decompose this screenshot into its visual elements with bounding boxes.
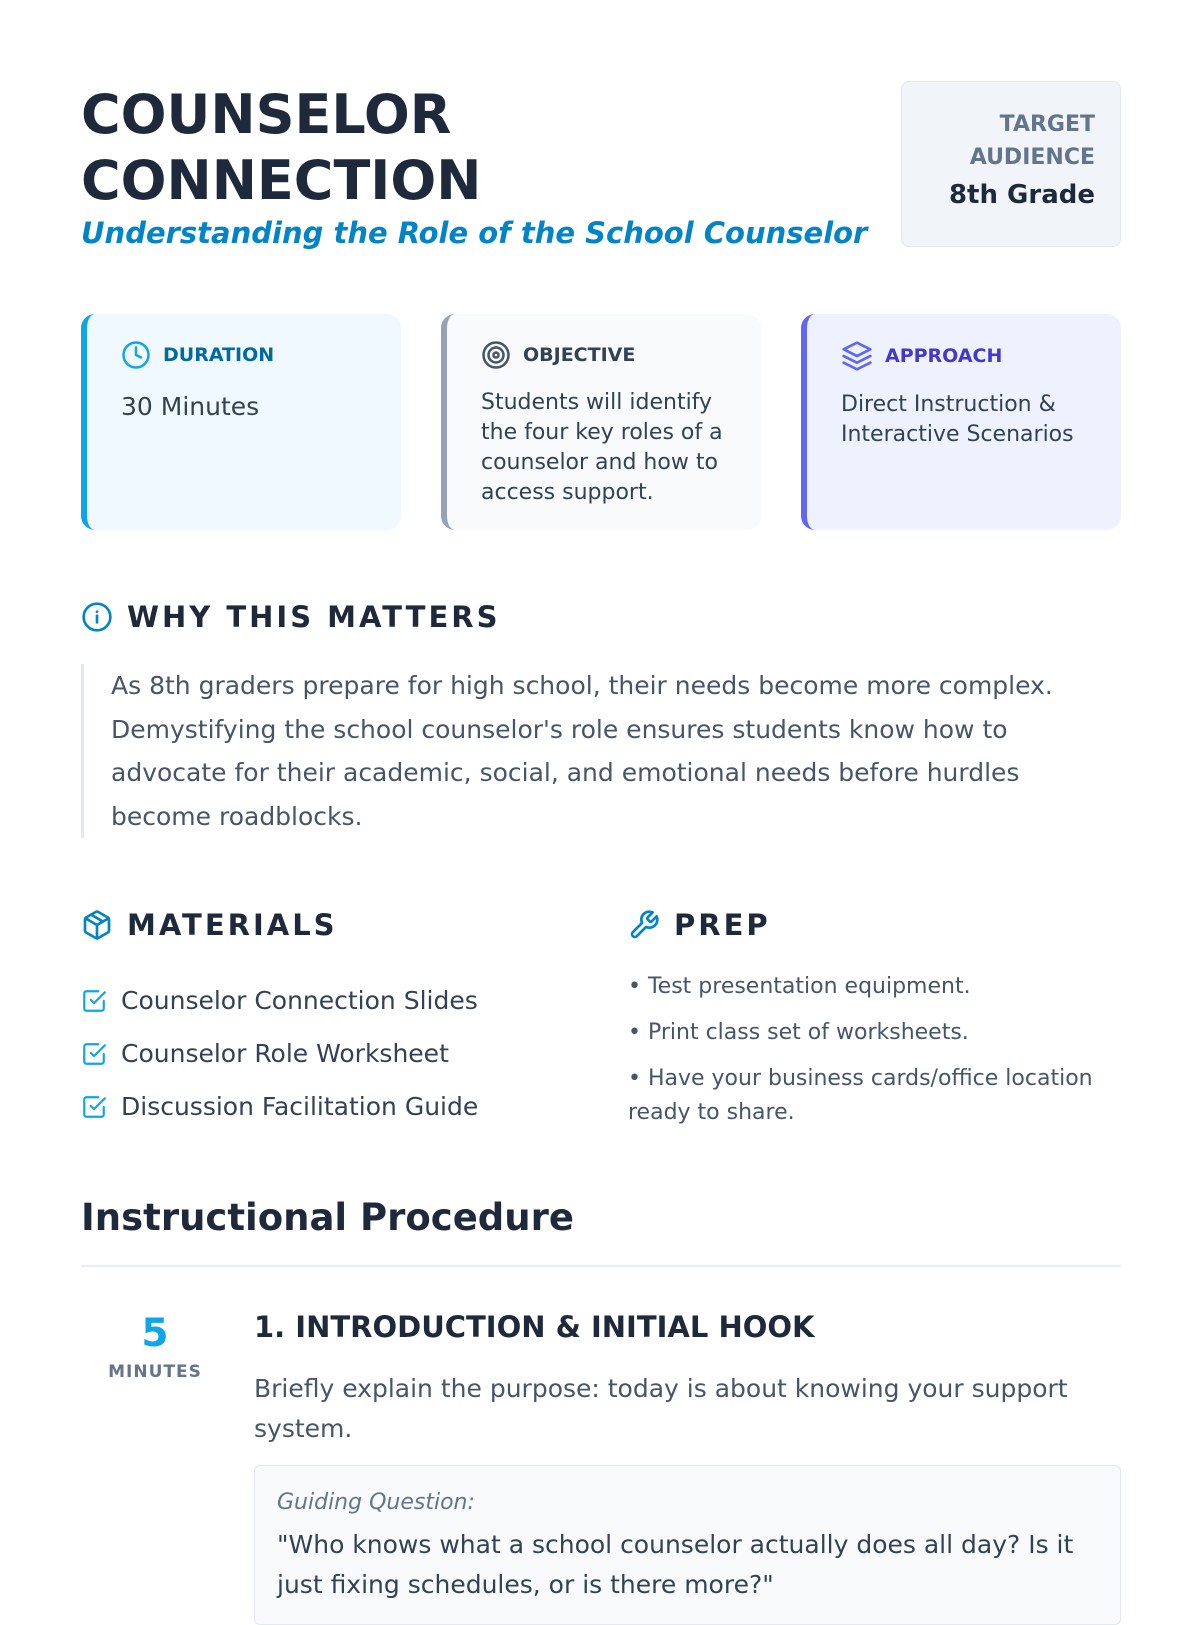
layers-icon <box>841 340 873 372</box>
procedure-divider <box>81 1265 1121 1267</box>
page-subtitle: Understanding the Role of the School Counselor <box>81 216 868 250</box>
check-square-icon <box>81 1094 107 1120</box>
objective-label: OBJECTIVE <box>523 344 636 366</box>
step-minutes: 5 <box>141 1311 169 1356</box>
info-icon <box>81 601 113 633</box>
prep-list <box>628 970 1108 1142</box>
duration-label: DURATION <box>163 344 275 366</box>
materials-heading <box>81 908 338 942</box>
check-square-icon <box>81 988 107 1014</box>
duration-card <box>81 314 401 530</box>
clock-icon <box>121 340 151 370</box>
list-item <box>81 974 478 1027</box>
approach-card <box>801 314 1121 530</box>
approach-label: APPROACH <box>885 345 1003 367</box>
list-item <box>81 1080 478 1133</box>
objective-card <box>441 314 761 530</box>
approach-value: Direct Instruction & Interactive Scenarios <box>841 392 1074 447</box>
material-label: Counselor Connection Slides <box>121 986 478 1015</box>
page-title <box>81 82 481 214</box>
list-item: • Print class set of worksheets. <box>628 1020 969 1045</box>
why-heading <box>81 600 501 634</box>
audience-value: 8th Grade <box>948 180 1095 210</box>
title-line-1: COUNSELOR <box>81 83 452 146</box>
duration-value: 30 Minutes <box>121 392 260 421</box>
wrench-icon <box>628 909 660 941</box>
list-item: • Have your business cards/office location ready to share. <box>628 1066 1093 1125</box>
guiding-question-label: Guiding Question: <box>277 1490 475 1515</box>
why-text: As 8th graders prepare for high school, their needs become more complex. Demystifying the school counselor's role ensures students know how to advocate for their academic, social, and emotional needs before hurdles become roadblocks. <box>81 664 1121 838</box>
materials-heading-text: MATERIALS <box>127 908 338 942</box>
list-item: • Test presentation equipment. <box>628 974 971 999</box>
step-minutes-unit: MINUTES <box>108 1362 202 1382</box>
target-audience-box <box>901 81 1121 247</box>
guiding-question-text: "Who knows what a school counselor actually does all day? Is it just fixing schedules, or is there more?" <box>277 1530 1074 1599</box>
package-icon <box>81 909 113 941</box>
step-title: 1. INTRODUCTION & INITIAL HOOK <box>254 1310 815 1344</box>
guiding-question-box <box>254 1465 1121 1625</box>
prep-heading <box>628 908 771 942</box>
step-duration <box>81 1310 229 1382</box>
step-description: Briefly explain the purpose: today is about knowing your support system. <box>254 1374 1068 1443</box>
procedure-title: Instructional Procedure <box>81 1196 574 1239</box>
materials-list <box>81 974 478 1133</box>
target-icon <box>481 340 511 370</box>
material-label: Counselor Role Worksheet <box>121 1039 449 1068</box>
check-square-icon <box>81 1041 107 1067</box>
why-heading-text: WHY THIS MATTERS <box>127 600 501 634</box>
audience-label: TARGET AUDIENCE <box>969 112 1095 170</box>
material-label: Discussion Facilitation Guide <box>121 1092 479 1121</box>
prep-heading-text: PREP <box>674 908 771 942</box>
title-line-2: CONNECTION <box>81 149 482 212</box>
objective-value: Students will identify the four key roles of a counselor and how to access support. <box>481 390 723 505</box>
list-item <box>81 1027 478 1080</box>
